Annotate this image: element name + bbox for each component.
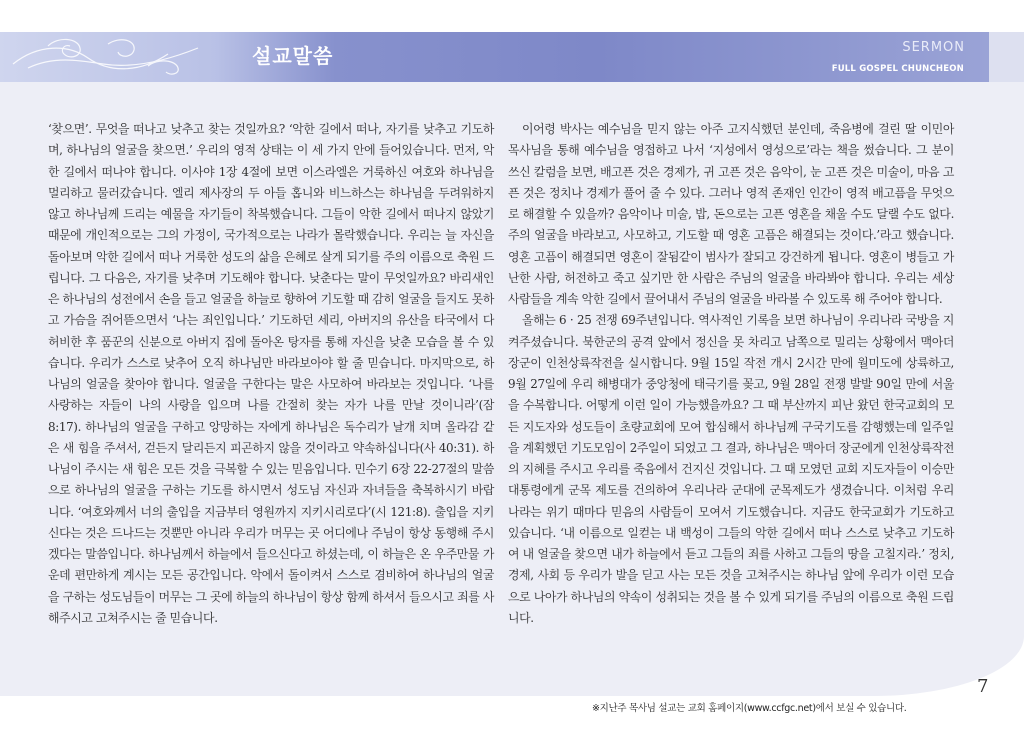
header-band-end [989,32,1024,82]
page-title: 설교말씀 [252,44,334,68]
section-label: SERMON [902,40,965,55]
header-band-right [335,32,989,82]
body-paragraph: 이어령 박사는 예수님을 믿지 않는 아주 고지식했던 분인데, 죽음병에 걸린 딸 이민아 목사님을 통해 예수님을 영접하고 나서 ‘지성에서 영성으로’라는 책을 썼습니다. 그 분이 쓰신 칼럼을 보면, 배고픈 것은 경제가, 귀 고픈 것은 음악이, 눈 고픈 것은 미술이, 마음 고픈 것은 정치나 경제가 풀어 줄 수 있다. 그러나 영적 존재인 인간이 영적 배고픔을 무엇으로 해결할 수 있을까? 음악이나 미술, 밥, 돈으로는 고픈 영혼을 채울 수도 달랠 수도 없다. 주의 얼굴을 바라보고, 사모하고, 기도할 때 영혼 고픔은 해결되는 것이다.’라고 했습니다. 영혼 고픔이 해결되면 영혼이 잘됨같이 범사가 잘되고 강건하게 됩니다. 영혼이 병들고 가난한 사람, 허전하고 죽고 싶기만 한 사람은 주님의 얼굴을 바라봐야 합니다. 우리는 세상 사람들을 계속 악한 길에서 끌어내서 주님의 얼굴을 바라볼 수 있도록 해 주어야 합니다. [508,122,954,306]
decorative-swirl-icon [8,34,208,80]
page-number: 7 [977,676,989,697]
left-column [48,119,494,629]
section-header [0,32,1024,82]
right-column [508,119,954,629]
footnote: ※지난주 목사님 설교는 교회 홈페이지(www.ccfgc.net)에서 보실 수 있습니다. [592,703,907,714]
church-name: FULL GOSPEL CHUNCHEON [831,64,964,74]
body-paragraph: 올해는 6 · 25 전쟁 69주년입니다. 역사적인 기록을 보면 하나님이 우리나라 국방을 지켜주셨습니다. 북한군의 공격 앞에서 정신을 못 차리고 남쪽으로 밀리는 상황에서 맥아더 장군이 인천상륙작전을 실시합니다. 9월 15일 작전 개시 2시간 만에 월미도에 상륙하고, 9월 27일에 우리 해병대가 중앙청에 태극기를 꽂고, 9월 28일 전쟁 발발 90일 만에 서울을 수복합니다. 어떻게 이런 일이 가능했을까요? 그 때 부산까지 피난 왔던 한국교회의 모든 지도자와 성도들이 초량교회에 모여 합심해서 하나님께 구국기도를 감행했는데 일주일을 계획했던 기도모임이 2주일이 되었고 그 결과, 하나님은 맥아더 장군에게 인천상륙작전의 지혜를 주시고 우리를 죽음에서 건지신 것입니다. 그 때 모였던 교회 지도자들이 이승만 대통령에게 군목 제도를 건의하여 우리나라 군대에 군목제도가 생겼습니다. 이처럼 우리나라는 위기 때마다 믿음의 사람들이 모여서 기도했습니다. 지금도 한국교회가 기도하고 있습니다. ‘내 이름으로 일컫는 내 백성이 그들의 악한 길에서 떠나 스스로 낮추고 기도하여 내 얼굴을 찾으면 내가 하늘에서 듣고 그들의 죄를 사하고 그들의 땅을 고칠지라.’ 정치, 경제, 사회 등 우리가 발을 딛고 사는 모든 것을 고쳐주시는 하나님 앞에 우리가 이런 모습으로 나아가 하나님의 약속이 성취되는 것을 볼 수 있게 되기를 주님의 이름으로 축원 드립니다. [508,313,954,625]
body-paragraph: ‘찾으면’. 무엇을 떠나고 낮추고 찾는 것일까요? ‘악한 길에서 떠나, 자기를 낮추고 기도하며, 하나님의 얼굴을 찾으면.’ 우리의 영적 상태는 이 세 가지 안에 들어있습니다. 먼저, 악한 길에서 떠나야 합니다. 이사야 1장 4절에 보면 이스라엘은 거룩하신 여호와 하나님을 멀리하고 물러갔습니다. 엘리 제사장의 두 아들 홉니와 비느하스는 하나님을 두려워하지 않고 하나님께 드리는 예물을 자기들이 착복했습니다. 그들이 악한 길에서 떠나지 않았기 때문에 개인적으로는 그의 가정이, 국가적으로는 나라가 몰락했습니다. 우리는 늘 자신을 돌아보며 악한 길에서 떠나 거룩한 성도의 삶을 은혜로 살게 되기를 주의 이름으로 축원 드립니다. 그 다음은, 자기를 낮추며 기도해야 합니다. 낮춘다는 말이 무엇일까요? 바리새인은 하나님의 성전에서 손을 들고 얼굴을 하늘로 향하여 기도할 때 감히 얼굴을 들지도 못하고 가슴을 쥐어뜯으면서 ‘나는 죄인입니다.’ 기도하던 세리, 아버지의 유산을 타국에서 다 허비한 후 품꾼의 신분으로 아버지 집에 돌아온 탕자를 통해 자신을 낮춘 모습을 볼 수 있습니다. 우리가 스스로 낮추어 오직 하나님만 바라보아야 할 줄 믿습니다. 마지막으로, 하나님의 얼굴을 찾아야 합니다. 얼굴을 구한다는 말은 사모하여 바라보는 것입니다. ‘나를 사랑하는 자들이 나의 사랑을 입으며 나를 간절히 찾는 자가 나를 만날 것이니라’(잠 8:17). 하나님의 얼굴을 구하고 앙망하는 자에게 하나님은 독수리가 날개 치며 올라감 같은 새 힘을 주셔서, 걷든지 달리든지 피곤하지 않을 것이라고 약속하십니다(사 40:31). 하나님이 주시는 새 힘은 모든 것을 극복할 수 있는 믿음입니다. 민수기 6장 22-27절의 말씀으로 하나님의 얼굴을 구하는 기도를 하시면서 성도님 자신과 자녀들을 축복하시기 바랍니다. ‘여호와께서 너의 출입을 지금부터 영원까지 지키시리로다’(시 121:8). 출입을 지키신다는 것은 드나드는 것뿐만 아니라 우리가 머무는 곳 어디에나 주님이 항상 동행해 주시겠다는 말씀입니다. 하나님께서 하늘에서 들으신다고 하셨는데, 이 하늘은 온 우주만물 가운데 편만하게 계시는 모든 공간입니다. 악에서 돌이켜서 스스로 겸비하여 하나님의 얼굴을 구하는 성도님들이 머무는 그 곳에 하늘의 하나님이 항상 함께 하셔서 들으시고 죄를 사해주시고 고쳐주시는 줄 믿습니다. [48,122,494,625]
